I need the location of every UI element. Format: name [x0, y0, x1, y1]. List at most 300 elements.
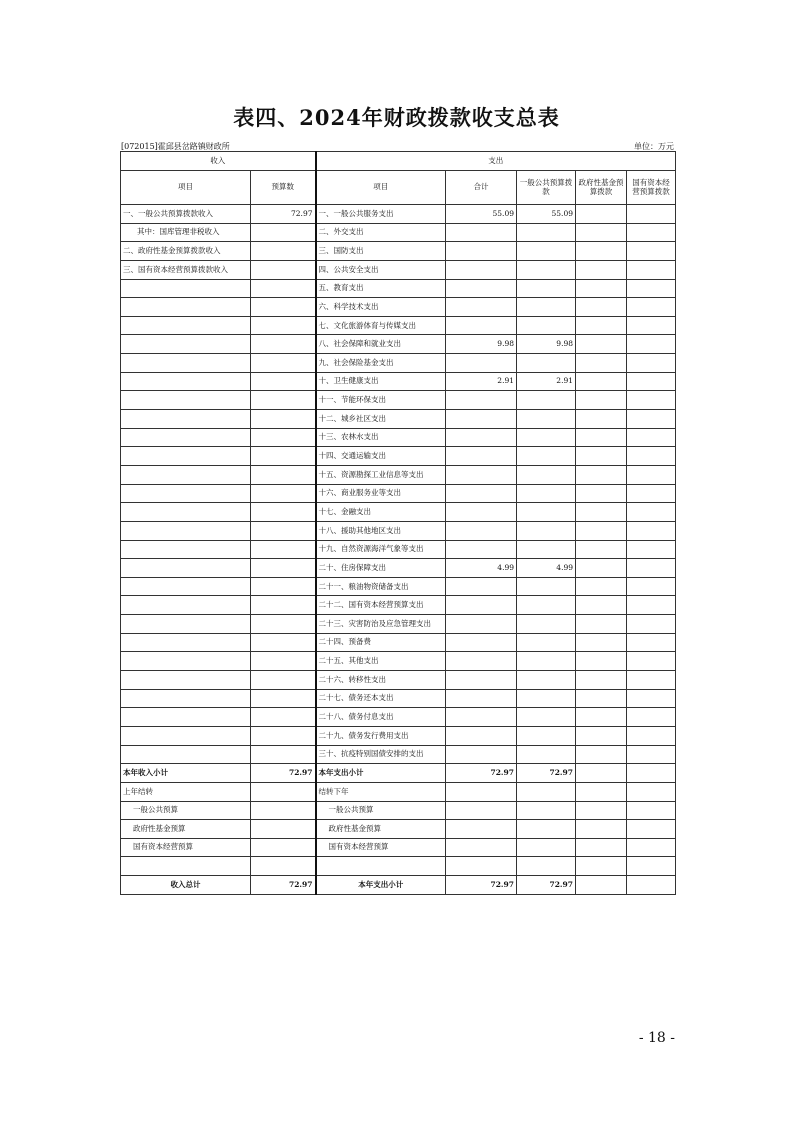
- table-row: [121, 596, 676, 615]
- income-item-cell: [121, 428, 251, 447]
- total-cell: [446, 820, 517, 839]
- state-capital-cell: [627, 391, 676, 410]
- header-row-group: [121, 152, 676, 171]
- income-item-cell: 上年结转: [121, 782, 251, 801]
- gov-fund-cell: [576, 782, 627, 801]
- general-public-cell: 4.99: [517, 559, 576, 578]
- gov-fund-cell: [576, 559, 627, 578]
- gov-fund-cell: [576, 820, 627, 839]
- general-public-cell: [517, 745, 576, 764]
- income-amount-cell: 72.97: [251, 876, 316, 895]
- state-capital-cell: [627, 745, 676, 764]
- table-row: [121, 447, 676, 466]
- income-amount-cell: [251, 428, 316, 447]
- expense-item-cell: 十四、交通运输支出: [316, 447, 446, 466]
- income-amount-cell: [251, 708, 316, 727]
- general-public-cell: [517, 391, 576, 410]
- income-amount-cell: [251, 484, 316, 503]
- total-cell: [446, 838, 517, 857]
- state-capital-cell: [627, 615, 676, 634]
- total-cell: [446, 447, 517, 466]
- total-cell: [446, 428, 517, 447]
- state-capital-cell: [627, 671, 676, 690]
- gov-fund-cell: [576, 354, 627, 373]
- table-row: [121, 484, 676, 503]
- expense-item-cell: 一、一般公共服务支出: [316, 205, 446, 224]
- total-cell: [446, 242, 517, 261]
- total-cell: [446, 279, 517, 298]
- total-cell: [446, 410, 517, 429]
- expense-item-cell: 六、科学技术支出: [316, 298, 446, 317]
- carry-row: [121, 782, 676, 801]
- state-capital-cell: [627, 876, 676, 895]
- general-public-cell: [517, 577, 576, 596]
- expense-item-cell: 二十五、其他支出: [316, 652, 446, 671]
- total-cell: [446, 223, 517, 242]
- total-cell: [446, 652, 517, 671]
- table-row: [121, 559, 676, 578]
- grand-total-row: [121, 876, 676, 895]
- gov-fund-cell: [576, 838, 627, 857]
- income-item-cell: 收入总计: [121, 876, 251, 895]
- table-row: [121, 372, 676, 391]
- state-capital-cell: [627, 223, 676, 242]
- income-item-cell: [121, 354, 251, 373]
- table-row: [121, 615, 676, 634]
- total-cell: [446, 633, 517, 652]
- gov-fund-cell: [576, 205, 627, 224]
- gov-fund-cell: [576, 764, 627, 783]
- total-cell: [446, 391, 517, 410]
- income-amount-cell: [251, 335, 316, 354]
- income-item-cell: 二、政府性基金预算拨款收入: [121, 242, 251, 261]
- gov-fund-cell: [576, 260, 627, 279]
- expense-item-cell: 十三、农林水支出: [316, 428, 446, 447]
- income-item-cell: [121, 503, 251, 522]
- gov-fund-cell: [576, 521, 627, 540]
- general-public-cell: [517, 652, 576, 671]
- expense-item-cell: 十五、资源勘探工业信息等支出: [316, 465, 446, 484]
- general-public-cell: [517, 410, 576, 429]
- table-row: [121, 391, 676, 410]
- table-row: [121, 260, 676, 279]
- income-amount-cell: [251, 447, 316, 466]
- general-public-cell: [517, 782, 576, 801]
- state-capital-cell: [627, 465, 676, 484]
- state-capital-cell: [627, 652, 676, 671]
- general-public-cell: 2.91: [517, 372, 576, 391]
- page-title: 表四、2024年财政拨款收支总表: [233, 105, 560, 130]
- income-amount-cell: [251, 633, 316, 652]
- total-cell: [446, 708, 517, 727]
- income-item-cell: [121, 596, 251, 615]
- expense-item-cell: 国有资本经营预算: [316, 838, 446, 857]
- table-row: [121, 652, 676, 671]
- state-capital-cell: [627, 410, 676, 429]
- general-public-cell: [517, 223, 576, 242]
- gov-fund-cell: [576, 335, 627, 354]
- table-row: [121, 316, 676, 335]
- gov-fund-cell: [576, 503, 627, 522]
- table-row: [121, 279, 676, 298]
- total-cell: [446, 596, 517, 615]
- total-cell: [446, 503, 517, 522]
- total-cell: [446, 540, 517, 559]
- total-cell: [446, 671, 517, 690]
- gov-fund-header: 政府性基金预算拨款: [576, 171, 627, 205]
- income-amount-cell: [251, 521, 316, 540]
- expense-item-cell: 三、国防支出: [316, 242, 446, 261]
- gov-fund-cell: [576, 801, 627, 820]
- general-public-cell: [517, 540, 576, 559]
- budget-count-header: 预算数: [251, 171, 316, 205]
- gov-fund-cell: [576, 372, 627, 391]
- gov-fund-cell: [576, 596, 627, 615]
- income-item-cell: [121, 652, 251, 671]
- gov-fund-cell: [576, 652, 627, 671]
- expense-item-cell: 一般公共预算: [316, 801, 446, 820]
- state-capital-cell: [627, 726, 676, 745]
- expense-item-cell: 十六、商业服务业等支出: [316, 484, 446, 503]
- income-item-cell: 国有资本经营预算: [121, 838, 251, 857]
- income-item-cell: [121, 410, 251, 429]
- total-cell: [446, 782, 517, 801]
- state-capital-cell: [627, 801, 676, 820]
- gov-fund-cell: [576, 540, 627, 559]
- income-item-cell: [121, 671, 251, 690]
- income-amount-cell: [251, 410, 316, 429]
- total-cell: [446, 577, 517, 596]
- gov-fund-cell: [576, 726, 627, 745]
- income-item-cell: 政府性基金预算: [121, 820, 251, 839]
- state-capital-cell: [627, 838, 676, 857]
- state-capital-cell: [627, 205, 676, 224]
- general-public-cell: [517, 503, 576, 522]
- income-item-cell: [121, 633, 251, 652]
- total-cell: [446, 354, 517, 373]
- income-item-header: 项目: [121, 171, 251, 205]
- table-row: [121, 671, 676, 690]
- income-amount-cell: [251, 596, 316, 615]
- total-cell: [446, 801, 517, 820]
- total-cell: [446, 521, 517, 540]
- income-amount-cell: [251, 540, 316, 559]
- income-amount-cell: [251, 260, 316, 279]
- income-item-cell: [121, 372, 251, 391]
- table-row: [121, 745, 676, 764]
- state-capital-cell: [627, 577, 676, 596]
- general-public-cell: [517, 279, 576, 298]
- income-amount-cell: [251, 726, 316, 745]
- income-amount-cell: [251, 820, 316, 839]
- general-public-cell: [517, 260, 576, 279]
- general-public-cell: [517, 708, 576, 727]
- expense-item-cell: 二十四、预备费: [316, 633, 446, 652]
- income-amount-cell: [251, 391, 316, 410]
- income-amount-cell: [251, 857, 316, 876]
- expense-item-cell: 本年支出小计: [316, 764, 446, 783]
- income-amount-cell: [251, 671, 316, 690]
- total-cell: 55.09: [446, 205, 517, 224]
- income-amount-cell: [251, 801, 316, 820]
- expense-item-cell: 五、教育支出: [316, 279, 446, 298]
- page-number: - 18 -: [638, 1030, 675, 1046]
- gov-fund-cell: [576, 428, 627, 447]
- income-item-cell: [121, 391, 251, 410]
- gov-fund-cell: [576, 465, 627, 484]
- general-public-cell: [517, 465, 576, 484]
- expense-item-cell: 二十二、国有资本经营预算支出: [316, 596, 446, 615]
- state-capital-cell: [627, 782, 676, 801]
- income-amount-cell: [251, 298, 316, 317]
- table-row: [121, 708, 676, 727]
- income-item-cell: [121, 726, 251, 745]
- general-public-header: 一般公共预算拨款: [517, 171, 576, 205]
- general-public-cell: [517, 484, 576, 503]
- table-row: [121, 540, 676, 559]
- income-amount-cell: [251, 503, 316, 522]
- unit-label: 单位：万元: [634, 142, 674, 151]
- total-cell: [446, 726, 517, 745]
- expense-item-cell: 十七、金融支出: [316, 503, 446, 522]
- income-amount-cell: [251, 745, 316, 764]
- gov-fund-cell: [576, 279, 627, 298]
- gov-fund-cell: [576, 708, 627, 727]
- general-public-cell: [517, 689, 576, 708]
- state-capital-cell: [627, 354, 676, 373]
- state-capital-cell: [627, 521, 676, 540]
- general-public-cell: [517, 354, 576, 373]
- income-item-cell: [121, 484, 251, 503]
- expense-item-cell: 七、文化旅游体育与传媒支出: [316, 316, 446, 335]
- gov-fund-cell: [576, 876, 627, 895]
- expense-item-cell: 十一、节能环保支出: [316, 391, 446, 410]
- general-public-cell: [517, 316, 576, 335]
- income-amount-cell: [251, 372, 316, 391]
- income-amount-cell: [251, 465, 316, 484]
- income-amount-cell: [251, 242, 316, 261]
- expense-item-cell: 二十八、债务付息支出: [316, 708, 446, 727]
- income-item-cell: 一、一般公共预算拨款收入: [121, 205, 251, 224]
- unit-code: [072015]霍邱县岔路镇财政所: [121, 142, 230, 151]
- table-row: [121, 503, 676, 522]
- subtotal-row: [121, 764, 676, 783]
- gov-fund-cell: [576, 242, 627, 261]
- table-row: [121, 205, 676, 224]
- total-cell: [446, 484, 517, 503]
- general-public-cell: [517, 726, 576, 745]
- income-item-cell: [121, 335, 251, 354]
- carry-row: [121, 857, 676, 876]
- income-item-cell: [121, 540, 251, 559]
- expense-item-cell: 八、社会保障和就业支出: [316, 335, 446, 354]
- income-header: 收入: [121, 152, 316, 171]
- table-row: [121, 521, 676, 540]
- income-item-cell: 其中：国库管理非税收入: [121, 223, 251, 242]
- expense-item-cell: 二、外交支出: [316, 223, 446, 242]
- gov-fund-cell: [576, 857, 627, 876]
- table-row: [121, 335, 676, 354]
- income-item-cell: 本年收入小计: [121, 764, 251, 783]
- total-cell: 9.98: [446, 335, 517, 354]
- expense-item-cell: 本年支出小计: [316, 876, 446, 895]
- state-capital-cell: [627, 316, 676, 335]
- income-amount-cell: 72.97: [251, 205, 316, 224]
- general-public-cell: [517, 447, 576, 466]
- total-cell: [446, 260, 517, 279]
- gov-fund-cell: [576, 633, 627, 652]
- general-public-cell: [517, 671, 576, 690]
- gov-fund-cell: [576, 316, 627, 335]
- table-row: [121, 726, 676, 745]
- state-capital-cell: [627, 335, 676, 354]
- state-capital-cell: [627, 372, 676, 391]
- gov-fund-cell: [576, 391, 627, 410]
- income-item-cell: [121, 279, 251, 298]
- expense-item-cell: 四、公共安全支出: [316, 260, 446, 279]
- general-public-cell: [517, 428, 576, 447]
- table-row: [121, 354, 676, 373]
- table-row: [121, 242, 676, 261]
- table-row: [121, 465, 676, 484]
- income-item-cell: [121, 559, 251, 578]
- income-amount-cell: [251, 316, 316, 335]
- state-capital-cell: [627, 689, 676, 708]
- expense-item-cell: 政府性基金预算: [316, 820, 446, 839]
- income-item-cell: [121, 298, 251, 317]
- table-row: [121, 428, 676, 447]
- header-row-columns: [121, 171, 676, 205]
- total-header: 合计: [446, 171, 517, 205]
- total-cell: [446, 615, 517, 634]
- income-item-cell: [121, 708, 251, 727]
- income-item-cell: [121, 521, 251, 540]
- income-amount-cell: [251, 559, 316, 578]
- expense-item-cell: [316, 857, 446, 876]
- gov-fund-cell: [576, 689, 627, 708]
- expense-item-cell: 十二、城乡社区支出: [316, 410, 446, 429]
- gov-fund-cell: [576, 410, 627, 429]
- expense-item-cell: 结转下年: [316, 782, 446, 801]
- general-public-cell: [517, 801, 576, 820]
- expense-item-cell: 二十七、债务还本支出: [316, 689, 446, 708]
- gov-fund-cell: [576, 745, 627, 764]
- total-cell: [446, 465, 517, 484]
- total-cell: [446, 316, 517, 335]
- income-item-cell: [121, 689, 251, 708]
- gov-fund-cell: [576, 577, 627, 596]
- general-public-cell: [517, 615, 576, 634]
- table-row: [121, 689, 676, 708]
- carry-row: [121, 820, 676, 839]
- table-row: [121, 633, 676, 652]
- general-public-cell: [517, 820, 576, 839]
- state-capital-cell: [627, 596, 676, 615]
- income-amount-cell: [251, 689, 316, 708]
- total-cell: 72.97: [446, 876, 517, 895]
- income-amount-cell: [251, 354, 316, 373]
- state-capital-cell: [627, 820, 676, 839]
- general-public-cell: 55.09: [517, 205, 576, 224]
- total-cell: [446, 857, 517, 876]
- expense-header: 支出: [316, 152, 676, 171]
- carry-row: [121, 801, 676, 820]
- expense-item-cell: 二十一、粮油物资储备支出: [316, 577, 446, 596]
- general-public-cell: 72.97: [517, 764, 576, 783]
- expense-item-header: 项目: [316, 171, 446, 205]
- total-cell: [446, 298, 517, 317]
- gov-fund-cell: [576, 447, 627, 466]
- expense-item-cell: 十八、援助其他地区支出: [316, 521, 446, 540]
- state-capital-cell: [627, 484, 676, 503]
- expense-item-cell: 二十三、灾害防治及应急管理支出: [316, 615, 446, 634]
- total-cell: 2.91: [446, 372, 517, 391]
- general-public-cell: [517, 633, 576, 652]
- gov-fund-cell: [576, 484, 627, 503]
- income-item-cell: [121, 577, 251, 596]
- gov-fund-cell: [576, 615, 627, 634]
- total-cell: [446, 745, 517, 764]
- general-public-cell: [517, 857, 576, 876]
- income-amount-cell: [251, 838, 316, 857]
- total-cell: 72.97: [446, 764, 517, 783]
- state-capital-cell: [627, 857, 676, 876]
- income-amount-cell: [251, 652, 316, 671]
- general-public-cell: [517, 521, 576, 540]
- income-amount-cell: [251, 615, 316, 634]
- general-public-cell: 9.98: [517, 335, 576, 354]
- state-capital-cell: [627, 764, 676, 783]
- general-public-cell: [517, 838, 576, 857]
- table-row: [121, 298, 676, 317]
- expense-item-cell: 二十、住房保障支出: [316, 559, 446, 578]
- income-amount-cell: [251, 279, 316, 298]
- income-amount-cell: [251, 577, 316, 596]
- total-cell: [446, 689, 517, 708]
- income-amount-cell: 72.97: [251, 764, 316, 783]
- total-cell: 4.99: [446, 559, 517, 578]
- table-row: [121, 410, 676, 429]
- state-capital-header: 国有资本经营预算拨款: [627, 171, 676, 205]
- table-row: [121, 223, 676, 242]
- income-item-cell: 三、国有资本经营预算拨款收入: [121, 260, 251, 279]
- income-item-cell: [121, 316, 251, 335]
- state-capital-cell: [627, 447, 676, 466]
- general-public-cell: [517, 242, 576, 261]
- income-item-cell: [121, 615, 251, 634]
- state-capital-cell: [627, 298, 676, 317]
- budget-table: [120, 151, 676, 895]
- income-item-cell: [121, 857, 251, 876]
- gov-fund-cell: [576, 223, 627, 242]
- expense-item-cell: 三十、抗疫特别国债安排的支出: [316, 745, 446, 764]
- carry-row: [121, 838, 676, 857]
- expense-item-cell: 十九、自然资源海洋气象等支出: [316, 540, 446, 559]
- income-item-cell: [121, 465, 251, 484]
- state-capital-cell: [627, 242, 676, 261]
- expense-item-cell: 十、卫生健康支出: [316, 372, 446, 391]
- general-public-cell: [517, 596, 576, 615]
- state-capital-cell: [627, 540, 676, 559]
- state-capital-cell: [627, 279, 676, 298]
- state-capital-cell: [627, 428, 676, 447]
- general-public-cell: 72.97: [517, 876, 576, 895]
- expense-item-cell: 二十九、债务发行费用支出: [316, 726, 446, 745]
- general-public-cell: [517, 298, 576, 317]
- expense-item-cell: 二十六、转移性支出: [316, 671, 446, 690]
- state-capital-cell: [627, 260, 676, 279]
- income-amount-cell: [251, 782, 316, 801]
